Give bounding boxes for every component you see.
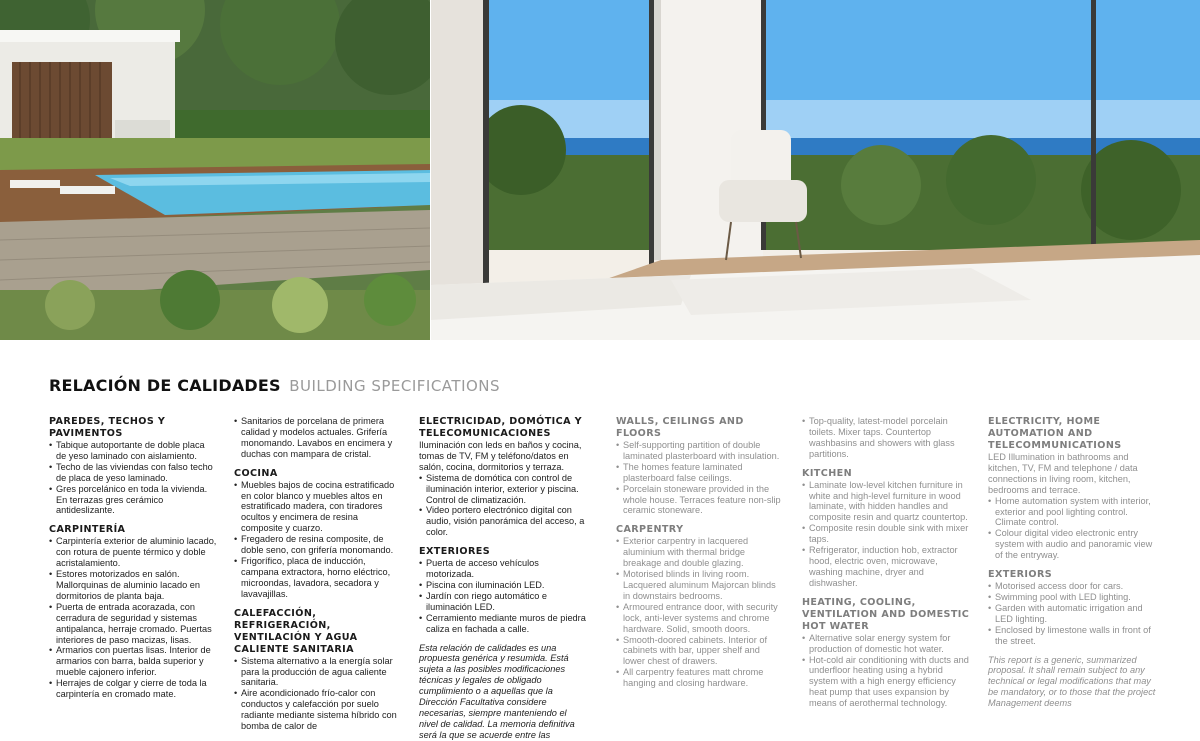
- section-title: PAREDES, TECHOS Y PAVIMENTOS: [49, 416, 166, 439]
- spec-list: [419, 473, 587, 538]
- spec-item: • Home automation system with interior, exterior and pool lighting control. Climate control.: [988, 496, 1156, 529]
- section-title: CARPENTRY: [616, 524, 684, 536]
- section-title: COCINA: [234, 467, 278, 479]
- spec-list: [234, 480, 402, 600]
- spec-section: [802, 468, 970, 589]
- spec-item: • Muebles bajos de cocina estratificado en color blanco y muebles altos en estratificado madera, con tiradores ocultos y encimera de resina composite y cuarzo.: [234, 480, 402, 535]
- spec-section: [49, 524, 217, 700]
- bedroom-illustration: [431, 0, 1200, 340]
- spec-list: [802, 633, 970, 709]
- spec-item: • Tabique autoportante de doble placa de yeso laminado con aislamiento.: [49, 440, 217, 462]
- spec-item: • Colour digital video electronic entry system with audio and panoramic view of the entryway.: [988, 528, 1156, 561]
- bedroom-sea-view-photo: [431, 0, 1200, 340]
- spec-list: [988, 496, 1156, 561]
- spec-column-en-2: [802, 416, 970, 717]
- section-intro: LED Illumination in bathrooms and kitchen, TV, FM and telephone / data connections in living room, kitchen, bedrooms and terrace.: [988, 452, 1138, 495]
- section-title: EXTERIORS: [988, 569, 1053, 581]
- spec-list: [49, 536, 217, 700]
- spec-item: • Alternative solar energy system for production of domestic hot water.: [802, 633, 970, 655]
- spec-item: • Motorised blinds in living room. Lacquered aluminum Majorcan blinds in downstairs bedrooms.: [616, 569, 784, 602]
- section-intro: Iluminación con leds en baños y cocina, tomas de TV, FM y teléfono/datos en salón, cocina, dormitorios y terraza.: [419, 440, 582, 472]
- spec-item: • Carpintería exterior de aluminio lacado, con rotura de puente térmico y doble acristalamiento.: [49, 536, 217, 569]
- section-title: ELECTRICIDAD, DOMÓTICA Y TELECOMUNICACIONES: [419, 416, 582, 439]
- spec-item: • Armoured entrance door, with security lock, anti-lever systems and chrome hardware. Solid, smooth doors.: [616, 602, 784, 635]
- spec-item: • Cerramiento mediante muros de piedra caliza en fachada a calle.: [419, 613, 587, 635]
- spec-item: • Hot-cold air conditioning with ducts and underfloor heating using a hybrid system with a high energy efficiency heat pump that uses expansion by means of aerothermal technology.: [802, 655, 970, 710]
- spec-item: • Jardín con riego automático e iluminación LED.: [419, 591, 587, 613]
- spec-item: • Self-supporting partition of double laminated plasterboard with insulation.: [616, 440, 784, 462]
- spec-column-es-1: [49, 416, 217, 708]
- spec-item: • Frigorífico, placa de inducción, campana extractora, horno eléctrico, microondas, lavadora, secadora y lavavajillas.: [234, 556, 402, 600]
- spec-section: [616, 416, 784, 516]
- heading-spanish: RELACIÓN DE CALIDADES: [49, 376, 281, 395]
- spec-list: [419, 558, 587, 634]
- spec-section: [802, 416, 970, 460]
- spec-item: • Top-quality, latest-model porcelain toilets. Mixer taps. Countertop washbasins and showers with glass partitions.: [802, 416, 970, 460]
- spec-section: [616, 524, 784, 689]
- heading-english: BUILDING SPECIFICATIONS: [289, 377, 501, 395]
- spec-item: • Smooth-doored cabinets. Interior of cabinets with bar, upper shelf and lower chest of drawers.: [616, 635, 784, 668]
- spec-section: [419, 546, 587, 634]
- spec-list: [49, 440, 217, 516]
- spec-item: • Gres porcelánico en toda la vivienda. En terrazas gres cerámico antideslizante.: [49, 484, 217, 517]
- spec-item: • Porcelain stoneware provided in the whole house. Terraces feature non-slip ceramic stoneware.: [616, 484, 784, 517]
- spec-item: • Herrajes de colgar y cierre de toda la carpintería en cromado mate.: [49, 678, 217, 700]
- spec-section: [234, 468, 402, 600]
- spec-item: • Puerta de acceso vehículos motorizada.: [419, 558, 587, 580]
- spec-item: • Garden with automatic irrigation and LED lighting.: [988, 603, 1156, 625]
- spec-section: [988, 416, 1156, 561]
- spec-item: • All carpentry features matt chrome hanging and closing hardware.: [616, 667, 784, 689]
- spec-list: [234, 416, 402, 460]
- section-title: ELECTRICITY, HOME AUTOMATION AND TELECOMMUNICATIONS: [988, 416, 1122, 451]
- section-title: CALEFACCIÓN, REFRIGERACIÓN, VENTILACIÓN Y AGUA CALIENTE SANITARIA: [234, 607, 358, 655]
- spec-list: [616, 536, 784, 689]
- spec-section: [49, 416, 217, 516]
- spec-item: • Puerta de entrada acorazada, con cerradura de seguridad y sistemas antipalanca, herraje cromado. Puertas interiores de paso macizas, lisas.: [49, 602, 217, 646]
- section-title: WALLS, CEILINGS AND FLOORS: [616, 416, 744, 439]
- spec-item: • Sistema de domótica con control de iluminación interior, exterior y piscina. Control de climatización.: [419, 473, 587, 506]
- spec-column-es-2: [234, 416, 402, 740]
- spec-column-en-1: [616, 416, 784, 697]
- villa-pool-illustration: [0, 0, 430, 340]
- spec-item: • Exterior carpentry in lacquered aluminium with thermal bridge breakage and double glazing.: [616, 536, 784, 569]
- spec-section: [419, 416, 587, 538]
- spec-list: [802, 480, 970, 589]
- spec-section: [988, 569, 1156, 646]
- spec-item: • Motorised access door for cars.: [988, 581, 1156, 592]
- spec-list: [234, 656, 402, 732]
- spec-item: • Sanitarios de porcelana de primera calidad y modelos actuales. Grifería monomando. Lavabos en encimera y duchas con mampara de cristal.: [234, 416, 402, 460]
- disclaimer-note: Esta relación de calidades es una propuesta genérica y resumida. Está sujeta a las posibles modificaciones técnicas y legales de obligado cumplimiento o a aquellas que la Dirección Facultativa considere necesarias, siempre manteniendo el nivel de calidad. La memoria definitiva será la que se acuerde entre las: [419, 642, 575, 740]
- spec-column-es-3: [419, 416, 587, 741]
- spec-item: • Aire acondicionado frío-calor con conductos y calefacción por suelo radiante mediante sistema híbrido con bomba de calor de: [234, 688, 402, 732]
- villa-pool-photo: [0, 0, 430, 340]
- spec-item: • Sistema alternativo a la energía solar para la producción de agua caliente sanitaria.: [234, 656, 402, 689]
- spec-item: • Refrigerator, induction hob, extractor hood, electric oven, microwave, washing machine, dryer and dishwasher.: [802, 545, 970, 589]
- section-title: KITCHEN: [802, 467, 853, 479]
- spec-item: • Composite resin double sink with mixer taps.: [802, 523, 970, 545]
- disclaimer-note: This report is a generic, summarized proposal. It shall remain subject to any technical or legal modifications that may be mandatory, or to those that the project Management deems: [988, 654, 1156, 709]
- spec-section: [234, 416, 402, 460]
- spec-item: • Piscina con iluminación LED.: [419, 580, 587, 591]
- spec-item: • Fregadero de resina composite, de doble seno, con grifería monomando.: [234, 534, 402, 556]
- spec-item: • Armarios con puertas lisas. Interior de armarios con barra, balda superior y mueble cajonero inferior.: [49, 645, 217, 678]
- spec-item: • The homes feature laminated plasterboard false ceilings.: [616, 462, 784, 484]
- spec-column-en-3: [988, 416, 1156, 709]
- spec-list: [802, 416, 970, 460]
- spec-item: • Video portero electrónico digital con audio, visión panorámica del acceso, a color.: [419, 505, 587, 538]
- spec-item: • Swimming pool with LED lighting.: [988, 592, 1156, 603]
- section-title: HEATING, COOLING, VENTILATION AND DOMESTIC HOT WATER: [802, 596, 970, 632]
- spec-list: [988, 581, 1156, 646]
- spec-item: • Laminate low-level kitchen furniture in white and high-level furniture in wood laminate, with hidden handles and composite resin and quartz countertop.: [802, 480, 970, 524]
- section-title: EXTERIORES: [419, 546, 491, 558]
- spec-list: [616, 440, 784, 516]
- page-heading: [49, 376, 500, 396]
- section-title: CARPINTERÍA: [49, 524, 126, 536]
- spec-section: [234, 608, 402, 732]
- spec-item: • Enclosed by limestone walls in front of the street.: [988, 625, 1156, 647]
- spec-section: [802, 597, 970, 709]
- spec-item: • Estores motorizados en salón. Mallorquinas de aluminio lacado en dormitorios de planta baja.: [49, 569, 217, 602]
- spec-item: • Techo de las viviendas con falso techo de placa de yeso laminado.: [49, 462, 217, 484]
